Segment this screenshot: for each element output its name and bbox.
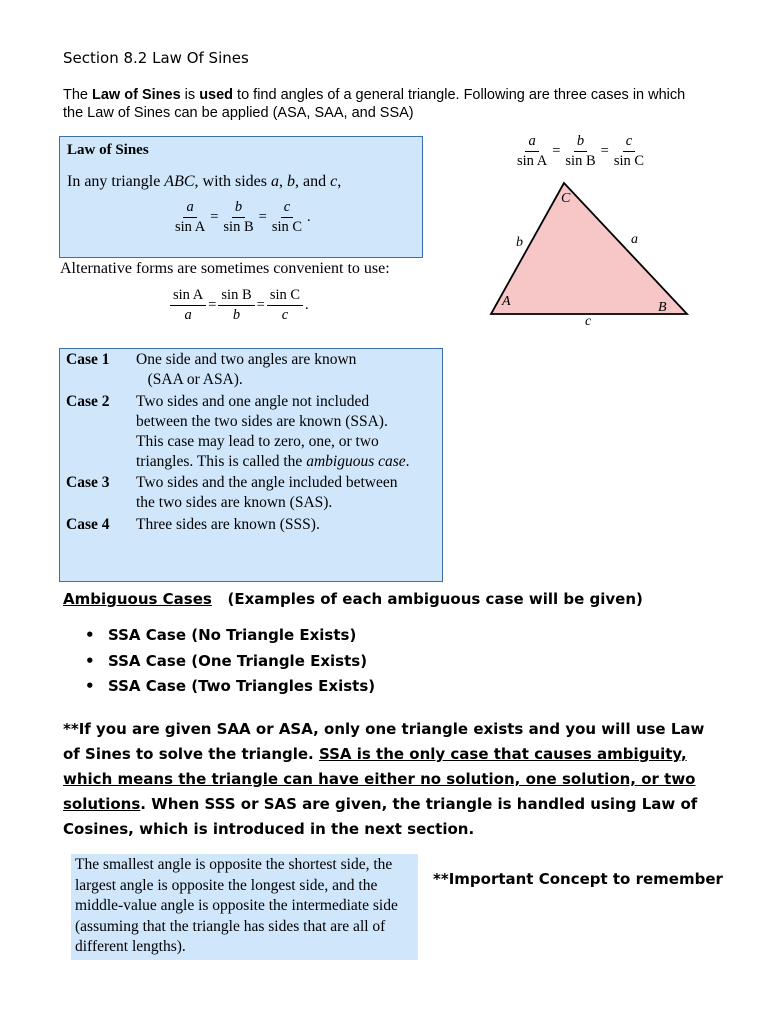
section-title: Section 8.2 Law Of Sines bbox=[63, 49, 249, 67]
case-3-label: Case 3 bbox=[66, 474, 110, 491]
law-box-title: Law of Sines bbox=[67, 142, 149, 158]
concept-box bbox=[71, 854, 418, 960]
case-2-text: Two sides and one angle not included between the two sides are known (SSA). This case may lead to zero, one, or two triangles. This is called the ambiguous case. bbox=[136, 393, 410, 470]
case-1-text: One side and two angles are known (SAA or ASA). bbox=[136, 351, 357, 388]
case-4-text: Three sides are known (SSS). bbox=[136, 516, 320, 533]
concept-text: The smallest angle is opposite the shortest side, the largest angle is opposite the longest side, and the middle-value angle is opposite the intermediate side (assuming that the triangle has sides that are all of different lengths). bbox=[75, 856, 398, 955]
fraction-sin-c: $\frac{\text{sin C}}{c}$ bbox=[267, 287, 303, 324]
fraction-sin-a: $\frac{\text{sin A}}{a}$ bbox=[170, 287, 206, 324]
side-label-c: c bbox=[585, 314, 592, 325]
vertex-label-c: C bbox=[561, 191, 571, 206]
alternative-formula: $\frac{\text{sin A}}{a}$ = $\frac{\text{sin B}}{b}$ = $\frac{\text{sin C}}{c}$ . bbox=[170, 287, 311, 324]
list-item: • SSA Case (One Triangle Exists) bbox=[85, 652, 375, 678]
cases-box bbox=[59, 348, 443, 582]
triangle-diagram bbox=[488, 180, 698, 325]
law-of-sines-box bbox=[59, 136, 423, 258]
side-label-a: a bbox=[631, 232, 638, 247]
intro-paragraph: The Law of Sines is used to find angles of a general triangle. Following are three cases in which the Law of Sines can be applied (ASA, SAA, and SSA) bbox=[63, 87, 686, 121]
side-label-b: b bbox=[516, 235, 523, 250]
law-box-statement: In any triangle ABC, with sides a, b, and c, bbox=[67, 173, 342, 190]
list-item: • SSA Case (Two Triangles Exists) bbox=[85, 677, 375, 703]
law-formula-figure: $\frac{a}{\text{sin A}}$ = $\frac{b}{\text{sin B}}$ = $\frac{c}{\text{sin C}}$ bbox=[517, 133, 645, 169]
law-formula: $\frac{a}{\text{sin A}}$ = $\frac{b}{\text{sin B}}$ = $\frac{c}{\text{sin C}}$ . bbox=[172, 199, 313, 236]
ambiguous-case-list bbox=[85, 626, 375, 703]
fraction-c: $\frac{c}{\text{sin C}}$ bbox=[271, 199, 303, 235]
vertex-label-b: B bbox=[658, 300, 667, 315]
list-item: • SSA Case (No Triangle Exists) bbox=[85, 626, 375, 652]
alternative-forms-label: Alternative forms are sometimes convenient to use: bbox=[60, 260, 390, 277]
case-3-text: Two sides and the angle included between the two sides are known (SAS). bbox=[136, 474, 398, 511]
note-paragraph: **If you are given SAA or ASA, only one triangle exists and you will use Law of Sines to solve the triangle. SSA is the only case that causes ambiguity, which means the triangle can have either no solution, one solution, or two solutions. When SSS or SAS are given, the triangle is handled using Law of Cosines, which is introduced in the next section. bbox=[63, 720, 705, 838]
fraction-sin-b: $\frac{\text{sin B}}{b}$ bbox=[218, 287, 254, 324]
case-1-label: Case 1 bbox=[66, 351, 110, 368]
vertex-label-a: A bbox=[502, 294, 511, 309]
fraction-a: $\frac{a}{\text{sin A}}$ bbox=[175, 199, 206, 235]
important-note: **Important Concept to remember bbox=[433, 870, 723, 888]
fraction-b: $\frac{b}{\text{sin B}}$ bbox=[223, 199, 254, 235]
case-4-label: Case 4 bbox=[66, 516, 110, 533]
case-2-label: Case 2 bbox=[66, 393, 110, 410]
ambiguous-cases-heading: Ambiguous Cases (Examples of each ambiguous case will be given) bbox=[63, 590, 643, 608]
